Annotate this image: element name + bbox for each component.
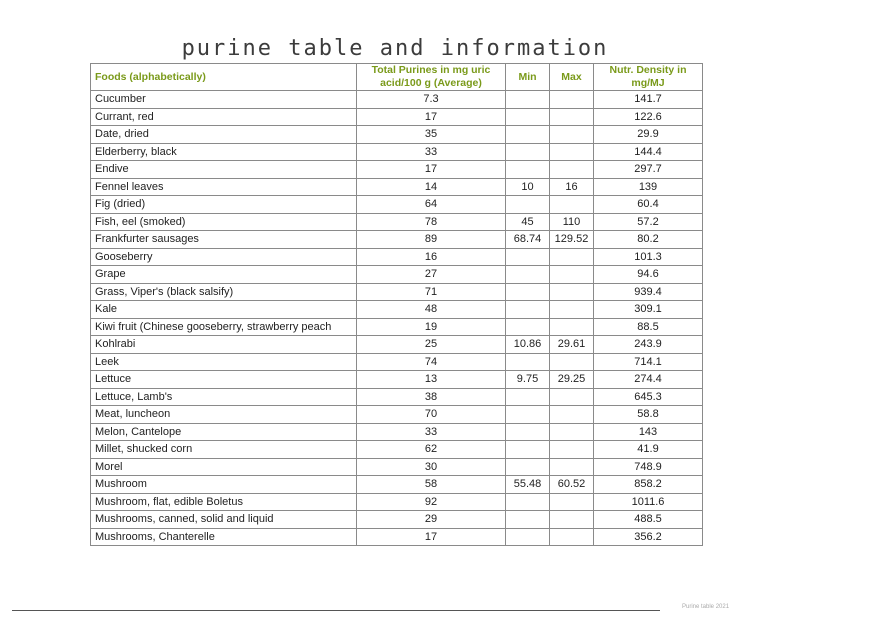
- header-min: Min: [506, 64, 550, 91]
- cell-food: Mushrooms, canned, solid and liquid: [91, 511, 357, 529]
- cell-min: [506, 143, 550, 161]
- cell-food: Cucumber: [91, 91, 357, 109]
- cell-total: 13: [357, 371, 506, 389]
- cell-min: [506, 108, 550, 126]
- cell-min: [506, 406, 550, 424]
- cell-max: 29.25: [550, 371, 594, 389]
- cell-food: Grape: [91, 266, 357, 284]
- cell-max: [550, 161, 594, 179]
- cell-total: 33: [357, 423, 506, 441]
- cell-min: 45: [506, 213, 550, 231]
- cell-food: Morel: [91, 458, 357, 476]
- cell-total: 58: [357, 476, 506, 494]
- cell-food: Fennel leaves: [91, 178, 357, 196]
- cell-total: 64: [357, 196, 506, 214]
- cell-max: [550, 283, 594, 301]
- cell-density: 645.3: [594, 388, 703, 406]
- table-row: [91, 126, 703, 144]
- cell-density: 122.6: [594, 108, 703, 126]
- cell-min: [506, 388, 550, 406]
- cell-density: 139: [594, 178, 703, 196]
- cell-min: [506, 318, 550, 336]
- table-row: [91, 423, 703, 441]
- cell-food: Mushrooms, Chanterelle: [91, 528, 357, 546]
- cell-density: 488.5: [594, 511, 703, 529]
- cell-density: 101.3: [594, 248, 703, 266]
- table-row: [91, 178, 703, 196]
- cell-food: Melon, Cantelope: [91, 423, 357, 441]
- cell-density: 80.2: [594, 231, 703, 249]
- cell-max: [550, 301, 594, 319]
- cell-density: 41.9: [594, 441, 703, 459]
- cell-food: Mushroom, flat, edible Boletus: [91, 493, 357, 511]
- footer-divider: [12, 610, 660, 611]
- cell-max: [550, 143, 594, 161]
- cell-max: [550, 493, 594, 511]
- cell-total: 35: [357, 126, 506, 144]
- cell-max: [550, 353, 594, 371]
- cell-min: [506, 493, 550, 511]
- table-row: [91, 458, 703, 476]
- cell-min: [506, 161, 550, 179]
- cell-total: 62: [357, 441, 506, 459]
- cell-total: 48: [357, 301, 506, 319]
- cell-max: [550, 266, 594, 284]
- cell-min: [506, 196, 550, 214]
- header-max: Max: [550, 64, 594, 91]
- cell-max: 110: [550, 213, 594, 231]
- cell-density: 58.8: [594, 406, 703, 424]
- table-row: [91, 388, 703, 406]
- cell-min: 10: [506, 178, 550, 196]
- table-row: [91, 476, 703, 494]
- cell-min: [506, 458, 550, 476]
- cell-food: Leek: [91, 353, 357, 371]
- cell-food: Lettuce, Lamb's: [91, 388, 357, 406]
- cell-min: 68.74: [506, 231, 550, 249]
- table-row: [91, 441, 703, 459]
- footer-text: Purine table 2021: [682, 604, 730, 610]
- cell-density: 144.4: [594, 143, 703, 161]
- table-row: [91, 108, 703, 126]
- cell-food: Millet, shucked corn: [91, 441, 357, 459]
- cell-density: 243.9: [594, 336, 703, 354]
- cell-food: Grass, Viper's (black salsify): [91, 283, 357, 301]
- cell-min: [506, 511, 550, 529]
- cell-min: [506, 126, 550, 144]
- cell-total: 78: [357, 213, 506, 231]
- cell-max: [550, 441, 594, 459]
- cell-total: 70: [357, 406, 506, 424]
- table-row: [91, 248, 703, 266]
- cell-total: 14: [357, 178, 506, 196]
- cell-total: 27: [357, 266, 506, 284]
- cell-max: 29.61: [550, 336, 594, 354]
- cell-food: Lettuce: [91, 371, 357, 389]
- table-row: [91, 301, 703, 319]
- table-row: [91, 371, 703, 389]
- table-row: [91, 213, 703, 231]
- cell-density: 29.9: [594, 126, 703, 144]
- table-body: [91, 91, 703, 546]
- header-total-purines: Total Purines in mg uric acid/100 g (Average): [357, 64, 506, 91]
- cell-food: Gooseberry: [91, 248, 357, 266]
- cell-density: 858.2: [594, 476, 703, 494]
- cell-total: 38: [357, 388, 506, 406]
- cell-total: 71: [357, 283, 506, 301]
- table-row: [91, 196, 703, 214]
- purine-table: [90, 63, 703, 546]
- cell-density: 356.2: [594, 528, 703, 546]
- cell-max: 60.52: [550, 476, 594, 494]
- cell-max: [550, 108, 594, 126]
- cell-density: 297.7: [594, 161, 703, 179]
- cell-max: [550, 388, 594, 406]
- cell-food: Kiwi fruit (Chinese gooseberry, strawberry peach: [91, 318, 357, 336]
- table-row: [91, 493, 703, 511]
- cell-density: 714.1: [594, 353, 703, 371]
- cell-min: 55.48: [506, 476, 550, 494]
- cell-total: 17: [357, 528, 506, 546]
- cell-total: 30: [357, 458, 506, 476]
- cell-min: [506, 283, 550, 301]
- table-header-row: [91, 64, 703, 91]
- table-row: [91, 283, 703, 301]
- cell-density: 94.6: [594, 266, 703, 284]
- table-row: [91, 336, 703, 354]
- cell-min: [506, 301, 550, 319]
- cell-food: Date, dried: [91, 126, 357, 144]
- cell-food: Meat, luncheon: [91, 406, 357, 424]
- cell-total: 7.3: [357, 91, 506, 109]
- cell-density: 309.1: [594, 301, 703, 319]
- cell-density: 60.4: [594, 196, 703, 214]
- cell-food: Endive: [91, 161, 357, 179]
- cell-min: [506, 266, 550, 284]
- cell-density: 88.5: [594, 318, 703, 336]
- cell-total: 17: [357, 161, 506, 179]
- cell-max: [550, 458, 594, 476]
- cell-max: [550, 248, 594, 266]
- cell-food: Fig (dried): [91, 196, 357, 214]
- table-row: [91, 91, 703, 109]
- page-title: purine table and information: [181, 36, 609, 61]
- cell-max: [550, 406, 594, 424]
- cell-max: [550, 318, 594, 336]
- cell-density: 141.7: [594, 91, 703, 109]
- table-row: [91, 511, 703, 529]
- table-row: [91, 143, 703, 161]
- cell-min: [506, 441, 550, 459]
- cell-food: Elderberry, black: [91, 143, 357, 161]
- table-row: [91, 318, 703, 336]
- cell-density: 143: [594, 423, 703, 441]
- cell-density: 939.4: [594, 283, 703, 301]
- cell-min: 10.86: [506, 336, 550, 354]
- table-row: [91, 161, 703, 179]
- cell-food: Frankfurter sausages: [91, 231, 357, 249]
- cell-min: [506, 423, 550, 441]
- cell-density: 57.2: [594, 213, 703, 231]
- cell-total: 89: [357, 231, 506, 249]
- cell-max: [550, 528, 594, 546]
- cell-total: 29: [357, 511, 506, 529]
- table-row: [91, 528, 703, 546]
- cell-total: 33: [357, 143, 506, 161]
- cell-min: 9.75: [506, 371, 550, 389]
- table-row: [91, 231, 703, 249]
- table-row: [91, 406, 703, 424]
- cell-max: [550, 511, 594, 529]
- cell-max: [550, 126, 594, 144]
- cell-min: [506, 248, 550, 266]
- table-row: [91, 353, 703, 371]
- header-food: Foods (alphabetically): [91, 64, 357, 91]
- cell-min: [506, 528, 550, 546]
- header-nutr-density: Nutr. Density in mg/MJ: [594, 64, 703, 91]
- cell-food: Fish, eel (smoked): [91, 213, 357, 231]
- cell-food: Kale: [91, 301, 357, 319]
- cell-food: Mushroom: [91, 476, 357, 494]
- cell-max: [550, 423, 594, 441]
- cell-food: Currant, red: [91, 108, 357, 126]
- cell-total: 74: [357, 353, 506, 371]
- cell-min: [506, 91, 550, 109]
- cell-max: 129.52: [550, 231, 594, 249]
- cell-total: 19: [357, 318, 506, 336]
- cell-total: 25: [357, 336, 506, 354]
- cell-food: Kohlrabi: [91, 336, 357, 354]
- cell-total: 92: [357, 493, 506, 511]
- cell-max: [550, 91, 594, 109]
- cell-density: 748.9: [594, 458, 703, 476]
- cell-total: 16: [357, 248, 506, 266]
- cell-density: 274.4: [594, 371, 703, 389]
- table-row: [91, 266, 703, 284]
- cell-max: 16: [550, 178, 594, 196]
- cell-total: 17: [357, 108, 506, 126]
- cell-density: 1011.6: [594, 493, 703, 511]
- cell-max: [550, 196, 594, 214]
- cell-min: [506, 353, 550, 371]
